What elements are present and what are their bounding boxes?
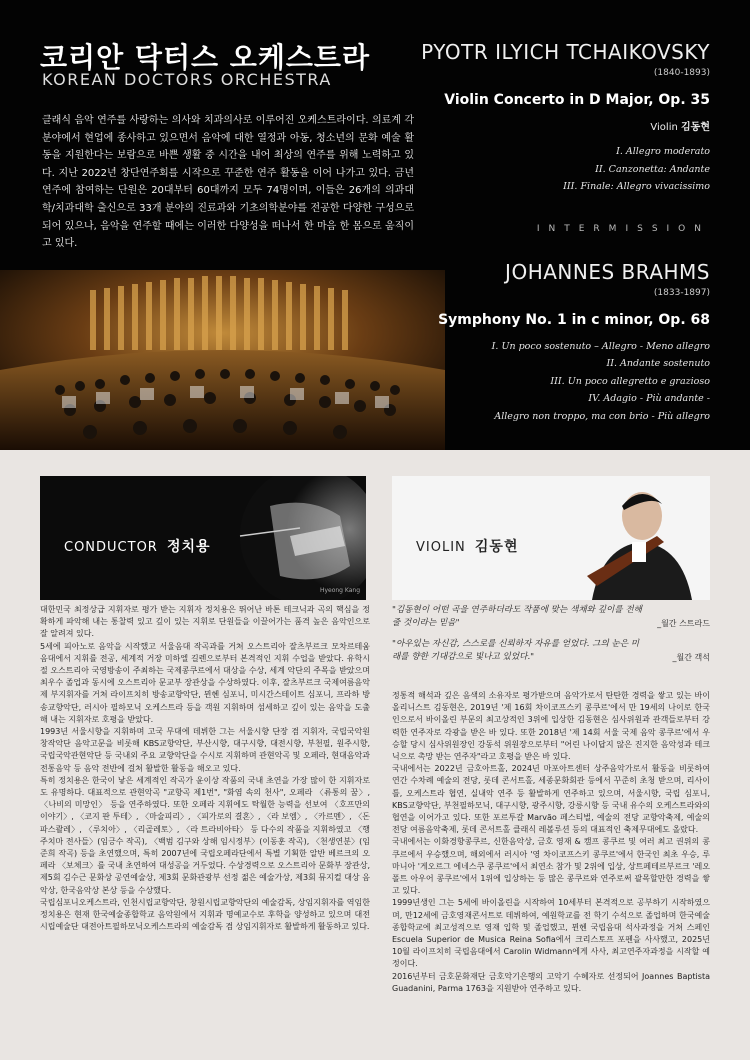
composer-years-brahms: (1833-1897) (653, 287, 710, 298)
work-violin-concerto: Violin Concerto in D Major, Op. 35 (444, 92, 710, 108)
movements-tchaikovsky (390, 143, 710, 196)
quote-source: _월간 객석 (672, 653, 710, 662)
program-column (390, 40, 710, 425)
concert-hall-photo (0, 270, 445, 450)
work-symphony: Symphony No. 1 in c minor, Op. 68 (438, 311, 710, 328)
violinist-role: VIOLIN (416, 540, 466, 555)
orchestra-title-english: KOREAN DOCTORS ORCHESTRA (42, 70, 332, 89)
orchestra-title-korean: 코리안 닥터스 오케스트라 (40, 41, 371, 74)
intermission-label: INTERMISSION (536, 223, 710, 234)
conductor-role: CONDUCTOR (64, 540, 158, 555)
conductor-name: 정치용 (166, 539, 211, 555)
conductor-bio (40, 604, 370, 933)
composer-years-tchaikovsky: (1840-1893) (653, 68, 710, 78)
soloist-line (390, 118, 710, 133)
movement: Allegro non troppo, ma con brio - Più allegro (494, 410, 710, 422)
composer-tchaikovsky: PYOTR ILYICH TCHAIKOVSKY (421, 40, 710, 64)
bio-paragraph: 대한민국 최정상급 지휘자로 평가 받는 지휘자 정치용은 뛰어난 바톤 테크닉과 곡의 핵심을 정확하게 파악해 내는 통찰력 있고 깊이 있는 지휘로 단원들을 이끌어가는 품격 높은 음악인으로 잘 알려져 있다. (40, 605, 370, 639)
movement: III. Un poco allegretto e grazioso (550, 375, 710, 387)
quote (392, 604, 710, 630)
movements-brahms (390, 338, 710, 426)
bio-paragraph: 국내에서는 이화경향콩쿠르, 신한음악상, 금호 영재 & 캠프 콩쿠르 및 여러 최고 권위의 콩쿠르에서 우승했으며, 해외에서 러시아 '영 차이코프스키 콩쿠르'에서 한국인 최초 우승, 루마니아 '게오르그 에네스쿠 콩쿠르'에서 최연소 참가 및 2위에 입상, 상트페테르부르크 '레오폴트 아우어 콩쿠르'에서 1위에 입상하는 등 많은 콩쿠르와 연주로써 괄목할만한 경력을 쌓고 있다. (392, 837, 710, 896)
bio-paragraph: 2016년부터 금호문화재단 금호악기은행의 고악기 수혜자로 선정되어 Joannes Baptista Guadanini, Parma 1763을 지원받아 연주하고 있다. (392, 971, 710, 993)
photo-credit: Hyeong Kang (319, 587, 360, 594)
quote-text: "아우있는 자신감, 스스로를 신뢰하자 자유를 얻었다. 그의 눈은 미래를 향한 기대감으로 빛나고 있었다." (392, 639, 640, 662)
quote (392, 638, 710, 664)
conductor-photo (40, 476, 366, 600)
movement: III. Finale: Allegro vivacissimo (563, 181, 710, 192)
movement: I. Un poco sostenuto – Allegro - Meno allegro (491, 340, 710, 352)
soloist-label: Violin (650, 122, 678, 133)
orchestra-intro: 클래식 음악 연주를 사랑하는 의사와 치과의사로 이루어진 오케스트라이다. 의료계 각 분야에서 현업에 종사하고 있으면서 음악에 대한 열정과 아동, 청소년의 문화 예술 활동을 지원한다는 보람으로 바쁜 생활 중 시간을 내어 최상의 연주를 위해 노력하고 있다. 지난 2022년 창단연주회를 시작으로 꾸준한 연주 활동을 이어 나가고 있다. 금년 연주에 참여하는 단원은 20대부터 60대까지 모두 74명이며, 이들은 26개의 의과대학/치과대학 출신으로 33개 분야의 진료과와 기초의학분야를 전공한 다양한 구성으로 되어 있으나, 음악을 연주할 때에는 이러한 다양성을 떠나서 한 마음 한 몸으로 움직이고 있다. (42, 115, 414, 250)
bio-paragraph: 특히 정치용은 한국이 낳은 세계적인 작곡가 윤이상 작품의 국내 초연을 가장 많이 한 지휘자로도 유명하다. 대표적으로 관현악곡 "교향곡 제1번", "화염 속의 천사", 오페라 〈류통의 꿈〉, 〈나비의 미망인〉 등을 연주하였다. 또한 오페라 지휘에도 탁월한 능력을 선보여 〈호프만의 이야기〉, 〈코지 판 투테〉, 〈마술피리〉, 〈피가로의 결혼〉, 〈라 보엠〉, 〈카르멘〉, 〈돈 파스콸레〉, 〈루치아〉, 〈리골레토〉, 〈라 트라비아타〉 등 다수의 작품을 지휘하였고 〈행주치마 전사들〉(임긍수 작곡), 〈백범 김구와 상해 임시정부〉(이동훈 작곡), 〈천생연분〉(임준희 작곡) 등을 초연했으며, 특히 2007년에 국립오페라단에서 특별 기획한 알반 베르크의 오페라 〈보체크〉를 국내 초연하여 대성공을 거두었다. 수상경력으로 오스트리아 문화부 장관상, 제5회 김수근 문화상 공연예술상, 제3회 문화관광부 선정 젊은 예술가상, 제3회 뮤지컬 대상 음악상, 한국음악상 본상 등을 수상했다. (40, 775, 370, 895)
violinist-photo (392, 476, 710, 600)
bio-paragraph: 1993년 서울시향을 지휘하며 고국 무대에 데뷔한 그는 서울시향 단장 겸 지휘자, 국립국악원 창작악단 음악고문을 비롯해 KBS교향악단, 부산시향, 대구시향, 대전시향, 부천필, 원주시향, 국립국악관현악단 등 국내외 주요 교향악단을 수시로 지휘하며 관현악곡 및 오페라, 현대음악과 전통음악 등 음악 전반에 걸쳐 활발한 활동을 해오고 있다. (40, 727, 370, 773)
soloist-name: 김동현 (681, 122, 710, 133)
bio-paragraph: 1999년생인 그는 5세에 바이올린을 시작하여 10세부터 본격적으로 공부하기 시작하였으며, 만12세에 금호영재콘서트로 데뷔하여, 예원학교를 전 학기 수석으로 졸업하며 한국예술종합학교에 최고성적으로 영재 입학 및 졸업했고, 뮌헨 국립음대 석사과정을 거쳐 스페인 Escuela Superior de Musica Reina Sofia에서 크리스토프 포펜을 사사했고, 2025년 10월 라이프치히 국립음대에서 Carolin Widmann에게 사사, 최고연주자과정을 시작할 예정이다. (392, 898, 710, 969)
quote-source: _월간 스트라드 (657, 619, 710, 628)
bio-paragraph: 정통적 해석과 깊은 음색의 소유자로 평가받으며 음악가로서 탄탄한 경력을 쌓고 있는 바이올리니스트 김동현은, 2019년 '제 16회 차이코프스키 콩쿠르'에서 만 19세의 나이로 한국인으로서 바이올린 부문의 최고상적인 3위에 입상한 김동현은 심사위원과 관객들로부터 강력한 연주자로 각광을 받은 바 있다. 또한 2018년 '제 14회 서울 국제 음악 콩쿠르'에서 우승할 당시 심사위원장인 강동석 위원장으로부터 "어린 나이답지 않은 진지한 음악성과 테크닉으로 촉망 받는 연주자"라고 호평을 받은 바 있다. (392, 691, 710, 762)
bio-paragraph: 5세에 피아노로 음악을 시작했고 서울음대 작곡과를 거쳐 오스트리아 잘츠부르크 모차르테움 음대에서 지휘를 전공, 세계적 거장 미하엘 길렌으로부터 본격적인 지휘 수업을 받았다. 유학시절 오스트리아 국영방송이 주최하는 국제콩쿠르에서 대상을 수상, 세계 악단의 주목을 받았으며 최우수 졸업과 동시에 오스트리아 문교부 장관상을 수상하였다. 이후, 잘츠부르크 국제여름음악제 부지휘자를 거쳐 라이프치히 방송교향악단, 뮌헨 심포니, 미시간스테이트 심포니, 프라하 방송교향악단, 러시아 필하모닉 오케스트라 등을 객원 지휘하며 섬세하고 깊이 있는 음악을 도출해 내는 지휘자로 호평을 받았다. (40, 641, 370, 724)
violinist-label (416, 536, 518, 556)
bio-paragraph: 국내에서는 2022년 금호아트홀, 2024년 마포아트센터 상주음악가로서 활동을 비롯하여 연간 수차례 예술의 전당, 롯데 콘서트홀, 세종문화회관 등에서 꾸준히 초청 받으며, 리사이틀, 오케스트라 협연, 실내악 연주 등 활발하게 연주하고 있으며, 서울시향, 국립 심포니, KBS교향악단, 부천필하모닉, 대구시향, 광주시향, 강릉시향 등 국내 유수의 오케스트라와의 협연을 이어가고 있다. 또한 포르투갈 Marvão 페스티벌, 예술의 전당 교향악축제, 예술의 전당 여름음악축제, 롯데 콘서트홀 클래식 레볼루션 등의 대표적인 축제무대에도 올랐다. (392, 764, 710, 835)
conductor-label (64, 536, 211, 556)
movement: IV. Adagio - Più andante - (588, 393, 710, 404)
quote-text: "김동현이 어떤 곡을 연주하더라도 작품에 맞는 색채와 깊이를 전해줄 것이라는 믿음" (392, 605, 642, 628)
movement: II. Andante sostenuto (606, 358, 710, 369)
violinist-quotes (392, 604, 710, 672)
violinist-bio (392, 690, 710, 995)
violinist-name: 김동현 (474, 539, 519, 555)
movement: II. Canzonetta: Andante (595, 163, 710, 175)
movement: I. Allegro moderato (616, 146, 710, 157)
header-section (0, 0, 750, 450)
bio-paragraph: 국립심포니오케스트라, 인천시립교향악단, 창원시립교향악단의 예술감독, 상임지휘자를 역임한 정치용은 현재 한국예술종합학교 음악원에서 지휘과 명예교수로 후학을 양성하고 있으며 대전시립예술단 대전아트필하모닉오케스트라의 예술감독 겸 상임지휘자로 활발하게 활동하고 있다. (40, 897, 370, 932)
composer-brahms: JOHANNES BRAHMS (505, 259, 710, 284)
